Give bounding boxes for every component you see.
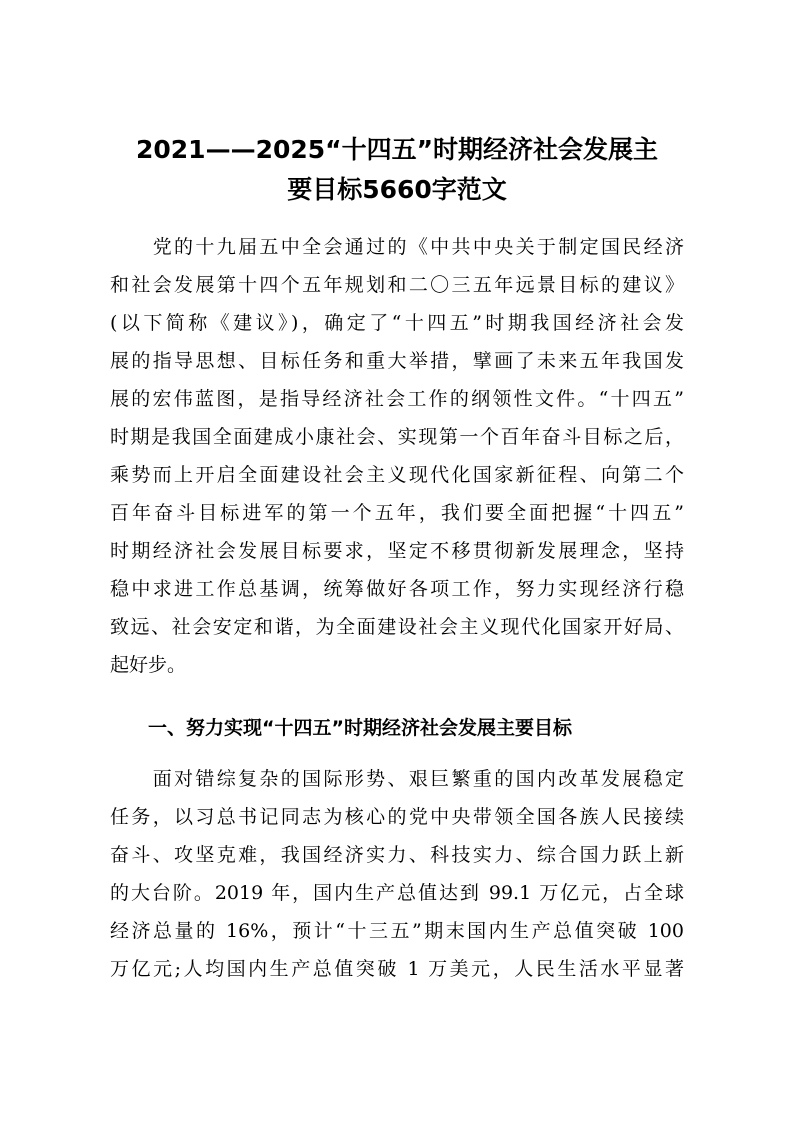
paragraph-line: 和社会发展第十四个五年规划和二〇三五年远景目标的建议》 [110,274,684,296]
document-title-line-2: 要目标5660字范文 [287,175,507,204]
paragraph-line: 任务，以习总书记同志为核心的党中央带领全国各族人民接续 [110,806,684,828]
paragraph-section-1 [110,760,684,988]
paragraph-line: 展的宏伟蓝图，是指导经济社会工作的纲领性文件。“十四五” [110,388,684,410]
paragraph-line: 时期经济社会发展目标要求，坚定不移贯彻新发展理念，坚持 [110,540,684,562]
paragraph-line: 的大台阶。2019 年，国内生产总值达到 99.1 万亿元，占全球 [110,882,684,904]
paragraph-line: 经济总量的 16%，预计“十三五”期末国内生产总值突破 100 [110,920,684,942]
paragraph-line: 时期是我国全面建成小康社会、实现第一个百年奋斗目标之后， [110,426,684,448]
document-title-line-1: 2021——2025“十四五”时期经济社会发展主 [135,135,659,164]
paragraph-line: 万亿元;人均国内生产总值突破 1 万美元，人民生活水平显著 [110,958,684,980]
section-heading: 一、努力实现“十四五”时期经济社会发展主要目标 [110,717,572,739]
paragraph-line: 起好步。 [110,654,187,676]
paragraph-line: 展的指导思想、目标任务和重大举措，擘画了未来五年我国发 [110,350,684,372]
paragraph-line: (以下简称《建议》)，确定了“十四五”时期我国经济社会发 [110,312,684,334]
paragraph-line: 稳中求进工作总基调，统筹做好各项工作，努力实现经济行稳 [110,578,684,600]
paragraph-intro [110,228,684,684]
paragraph-line: 百年奋斗目标进军的第一个五年，我们要全面把握“十四五” [110,502,684,524]
paragraph-line: 奋斗、攻坚克难，我国经济实力、科技实力、综合国力跃上新 [110,844,684,866]
paragraph-line: 致远、社会安定和谐，为全面建设社会主义现代化国家开好局、 [110,616,684,638]
paragraph-line: 面对错综复杂的国际形势、艰巨繁重的国内改革发展稳定 [110,768,684,790]
paragraph-line: 党的十九届五中全会通过的《中共中央关于制定国民经济 [110,236,684,258]
paragraph-line: 乘势而上开启全面建设社会主义现代化国家新征程、向第二个 [110,464,684,486]
